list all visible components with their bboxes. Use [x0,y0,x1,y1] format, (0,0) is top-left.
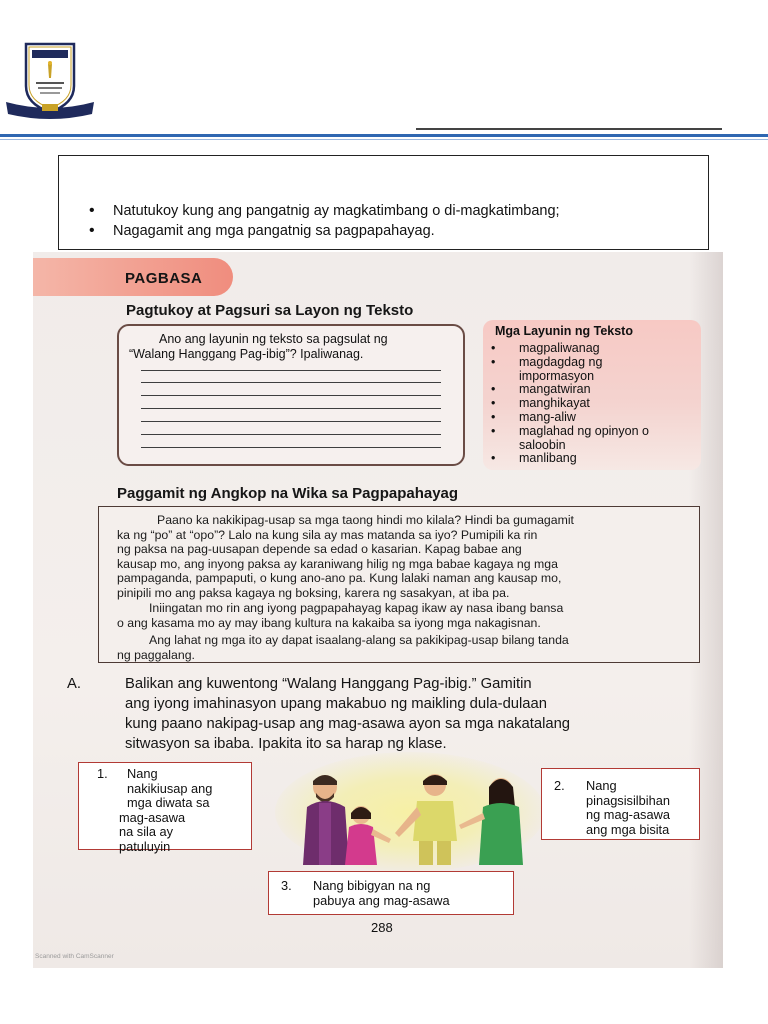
aim-item: • maglahad ng opinyon o saloobin [491,425,649,453]
situation-box-2 [541,768,700,840]
answer-line [141,434,441,435]
aim-item: • manghikayat [491,397,649,411]
passage-line: Iniingatan mo rin ang iyong pagpapahayag kapag ikaw ay nasa ibang bansa [149,601,564,615]
answer-line [141,382,441,383]
passage-box [98,506,700,663]
page-number: 288 [371,920,393,935]
passage-line: pampaganda, pampaputi, o kung ano-ano pa. Kung lalaki naman ang kausap mo, [117,571,562,586]
situation-text: Nang pinagsisilbihan ng mag-asawa ang mga bisita [586,778,670,837]
passage-paragraph [117,601,695,630]
situation-text: Nang bibigyan na ng pabuya ang mag-asawa [313,878,450,908]
activity-letter: A. [67,676,81,692]
passage-line: Ang lahat ng mga ito ay dapat isaalang-alang sa pakikipag-usap bilang tanda [149,633,569,647]
answer-line [141,408,441,409]
aim-item: • magdagdag ng impormasyon [491,356,649,384]
objective-item: • Nagagamit ang mga pangatnig sa pagpapahayag. [89,221,560,241]
aim-item: • manlibang [491,452,649,466]
answer-line [141,421,441,422]
passage-paragraph [117,633,695,662]
activity-line: ang iyong imahinasyon upang makabuo ng maikling dula-dulaan [125,696,548,712]
scanner-watermark: Scanned with CamScanner [35,953,114,960]
activity-line: sitwasyon sa ibaba. Ipakita ito sa harap ng klase. [125,736,447,752]
passage-line: pinipili mo ang paksa kagaya ng boksing, karera ng sasakyan, at iba pa. [117,585,510,600]
header-rule [416,128,722,130]
objectives-box [58,155,709,250]
activity-a [67,674,703,754]
objectives-list [89,201,560,241]
situation-number: 2. [554,778,565,793]
aim-item: • magpaliwanag [491,342,649,356]
header-blue-rule [0,134,768,137]
passage-line: ng paggalang. [117,647,195,662]
aims-title: Mga Layunin ng Teksto [495,324,633,338]
section-label: PAGBASA [125,270,203,287]
answer-line [141,447,441,448]
aims-box [483,320,701,470]
situation-number: 1. [97,766,108,781]
textbook-page [33,252,723,968]
passage-line: ng paksa na pag-uusapan depende sa edad o kasarian. Kapag babae ang [117,542,522,557]
activity-line: Balikan ang kuwentong “Walang Hanggang Pag-ibig.” Gamitin [125,676,532,692]
section1-title: Pagtukoy at Pagsuri sa Layon ng Teksto [126,302,414,319]
situation-text: Nang nakikiusap ang mga diwata sa mag-asawa na sila ay patuluyin [119,766,213,854]
passage-line: o ang kasama mo ay may ibang kultura na kakaiba sa iyong mga nakagisnan. [117,615,541,630]
question-line: Ano ang layunin ng teksto sa pagsulat ng [159,332,388,346]
aim-item: • mang-aliw [491,411,649,425]
passage-line: kausap mo, ang inyong paksa ay karaniwang hilig ng mga babae kagaya ng mga [117,556,558,571]
family-illustration [283,767,543,865]
aims-list [491,342,649,466]
answer-line [141,370,441,371]
question-box [117,324,465,466]
situation-box-1 [78,762,252,854]
passage-paragraph [117,513,695,601]
passage-line: Paano ka nakikipag-usap sa mga taong hindi mo kilala? Hindi ba gumagamit [157,513,574,527]
answer-line [141,395,441,396]
activity-line: kung paano nakipag-usap ang mag-asawa ayon sa mga nakatalang [125,716,571,732]
situation-number: 3. [281,878,292,893]
header-blue-rule-thin [0,139,768,140]
question-line: “Walang Hanggang Pag-ibig”? Ipaliwanag. [129,347,364,361]
passage-line: ka ng “po” at “opo”? Lalo na kung sila ay mas matanda sa iyo? Pumipili ka rin [117,527,538,542]
situation-box-3 [268,871,514,915]
aim-item: • mangatwiran [491,383,649,397]
objective-item: • Natutukoy kung ang pangatnig ay magkatimbang o di-magkatimbang; [89,201,560,221]
question-text [129,332,455,362]
section2-title: Paggamit ng Angkop na Wika sa Pagpapahayag [117,485,459,502]
school-logo [2,42,98,120]
